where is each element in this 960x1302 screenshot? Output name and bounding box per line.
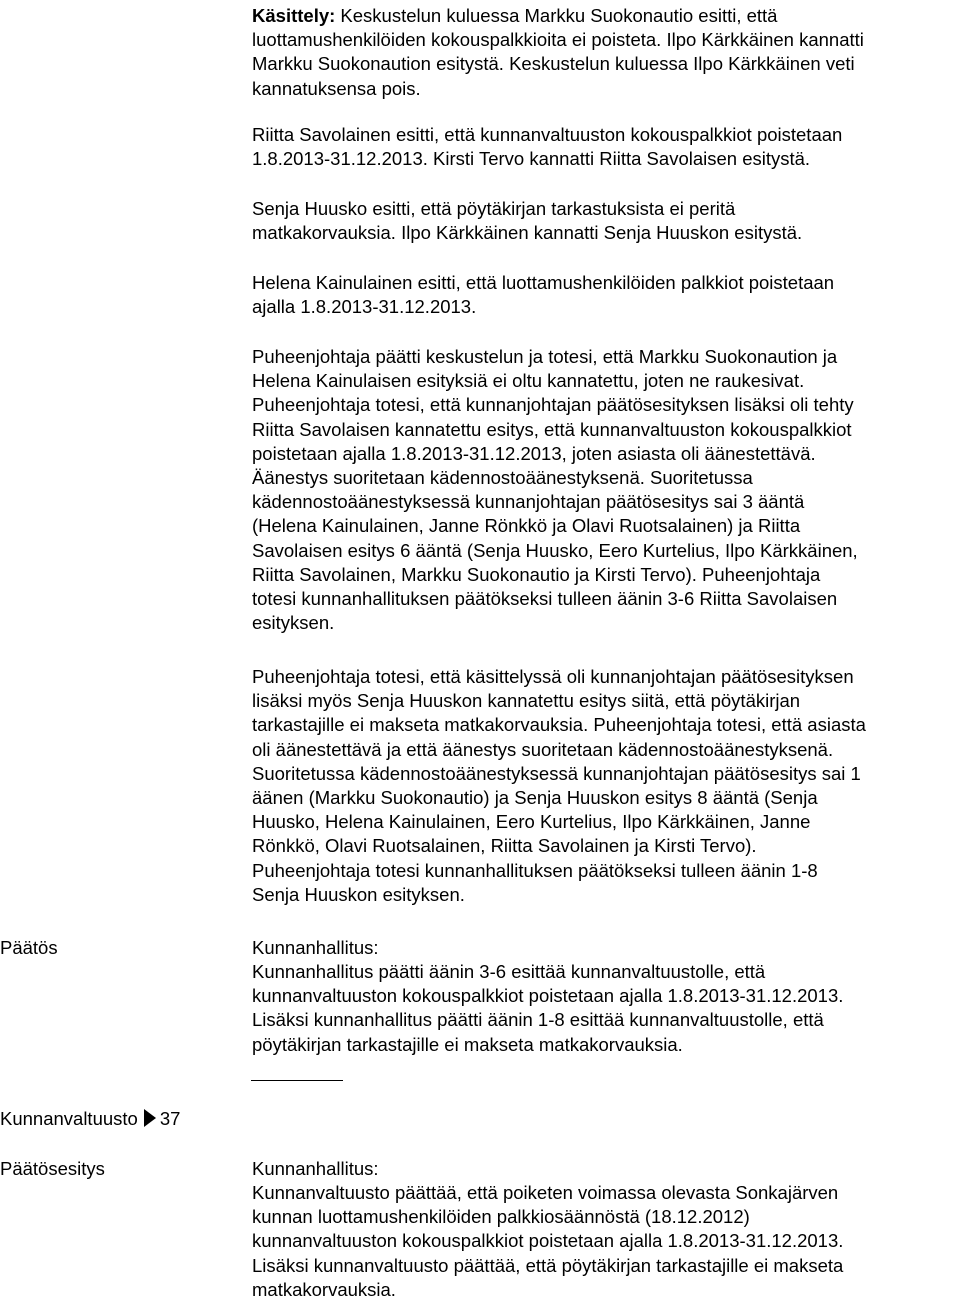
kunnanvaltuusto-heading (0, 1107, 180, 1131)
kunnanvaltuusto-label: Kunnanvaltuusto (0, 1108, 138, 1129)
kasittely-text-1: Keskustelun kuluessa Markku Suokonautio esitti, että luottamushenkilöiden kokouspalkkioita ei poisteta. Ilpo Kärkkäinen kannatti Markku Suokonaution esitystä. Keskustelun kuluessa Ilpo Kärkkäinen veti kannatuksensa pois. (252, 5, 864, 99)
paatosesitys-text: Kunnanvaltuusto päättää, että poiketen voimassa olevasta Sonkajärven kunnan luottamushenkilöiden palkkiosäännöstä (18.12.2012) kunnanvaltuuston kokouspalkkiot poistetaan ajalla 1.8.2013-31.12.2013. Lisäksi kunnanvaltuusto päättää, että pöytäkirjan tarkastajille ei makseta matkakorvauksia. (252, 1182, 844, 1300)
kasittely-paragraph-3: Senja Huusko esitti, että pöytäkirjan tarkastuksista ei peritä matkakorvauksia. Ilpo Kärkkäinen kannatti Senja Huuskon esitystä. (252, 198, 803, 244)
kasittely-lead: Käsittely: (252, 5, 336, 26)
kasittely-paragraph-4: Helena Kainulainen esitti, että luottamushenkilöiden palkkiot poistetaan ajalla 1.8.2013-31.12.2013. (252, 272, 835, 318)
kasittely-paragraph-5: Puheenjohtaja päätti keskustelun ja totesi, että Markku Suokonaution ja Helena Kainulaisen esityksiä ei oltu kannatettu, joten ne raukesivat. Puheenjohtaja totesi, että kunnanjohtajan päätösesityksen lisäksi oli tehty Riitta Savolaisen kannatettu esitys, että kunnanvaltuuston kokouspalkkiot poistetaan ajalla 1.8.2013-31.12.2013, joten asiasta oli äänestettävä. Äänestys suoritetaan kädennostoäänestyksenä. Suoritetussa kädennostoäänestyksessä kunnanjohtajan päätösesitys sai 3 ääntä (Helena Kainulainen, Janne Rönkkö ja Olavi Ruotsalainen) ja Riitta Savolaisen esitys 6 ääntä (Senja Huusko, Eero Kurtelius, Ilpo Kärkkäinen, Riitta Savolainen, Markku Suokonautio ja Kirsti Tervo). Puheenjohtaja totesi kunnanhallituksen päätökseksi tulleen äänin 3-6 Riitta Savolaisen esityksen. (252, 346, 858, 634)
paatos-text: Kunnanhallitus päätti äänin 3-6 esittää kunnanvaltuustolle, että kunnanvaltuuston kokouspalkkiot poistetaan ajalla 1.8.2013-31.12.2013. Lisäksi kunnanhallitus päätti äänin 1-8 esittää kunnanvaltuustolle, että pöytäkirjan tarkastajille ei makseta matkakorvauksia. (252, 961, 844, 1055)
right-triangle-icon (144, 1109, 156, 1127)
kasittely-paragraph-2: Riitta Savolainen esitti, että kunnanvaltuuston kokouspalkkiot poistetaan 1.8.2013-31.12.2013. Kirsti Tervo kannatti Riitta Savolaisen esitystä. (252, 124, 843, 170)
paatos-heading: Kunnanhallitus: (252, 937, 379, 958)
kunnanvaltuusto-number: 37 (159, 1108, 181, 1129)
paatosesitys-heading: Kunnanhallitus: (252, 1158, 379, 1179)
paatos-label: Päätös (0, 937, 58, 958)
kasittely-paragraph-6: Puheenjohtaja totesi, että käsittelyssä oli kunnanjohtajan päätösesityksen lisäksi myös Senja Huuskon kannatettu esitys siitä, että pöytäkirjan tarkastajille ei makseta matkakorvauksia. Puheenjohtaja totesi, että asiasta oli äänestettävä ja että äänestys suoritetaan kädennostoäänestyksenä. Suoritetussa kädennostoäänestyksessä kunnanjohtajan päätösesitys sai 1 äänen (Markku Suokonautio) ja Senja Huuskon esitys 8 ääntä (Senja Huusko, Helena Kainulainen, Eero Kurtelius, Ilpo Kärkkäinen, Janne Rönkkö, Olavi Ruotsalainen, Riitta Savolainen ja Kirsti Tervo). Puheenjohtaja totesi kunnanhallituksen päätökseksi tulleen äänin 1-8 Senja Huuskon esityksen. (252, 666, 866, 905)
section-divider (251, 1080, 343, 1081)
paatosesitys-label: Päätösesitys (0, 1158, 105, 1179)
kasittely-paragraph-1 (252, 4, 960, 101)
